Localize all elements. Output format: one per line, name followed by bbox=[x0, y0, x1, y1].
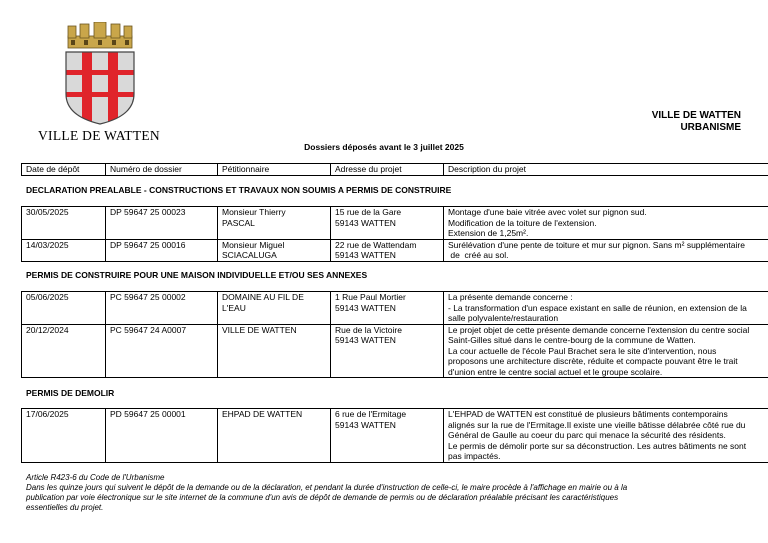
line: de créé au sol. bbox=[448, 250, 509, 260]
line: PASCAL bbox=[222, 217, 255, 228]
table-row bbox=[22, 409, 768, 463]
line: Le projet objet de cette présente demande concerne l'extension du centre social bbox=[448, 324, 750, 335]
column-header-row bbox=[22, 164, 768, 176]
line: Monsieur Miguel bbox=[222, 239, 285, 250]
table-row bbox=[22, 239, 768, 261]
cell-address bbox=[331, 207, 444, 240]
line: Rue de la Victoire bbox=[335, 324, 402, 335]
coat-of-arms-icon bbox=[60, 22, 140, 126]
column-header-table bbox=[21, 163, 768, 176]
right-header-department: URBANISME bbox=[680, 122, 741, 133]
line: L'EHPAD de WATTEN est constitué de plusieurs bâtiments contemporains bbox=[448, 409, 728, 419]
section-table bbox=[21, 408, 768, 463]
cell-description bbox=[444, 292, 768, 325]
line: 15 rue de la Gare bbox=[335, 207, 402, 217]
line: Saint-Gilles situé dans le centre-bourg de la commune de Watten. bbox=[448, 335, 696, 345]
footer-text-line: essentielles du projet. bbox=[26, 503, 104, 512]
cell-address bbox=[331, 409, 444, 463]
col-header-description: Description du projet bbox=[444, 164, 768, 176]
cell-date: 20/12/2024 bbox=[22, 324, 106, 378]
section-title: PERMIS DE DEMOLIR bbox=[26, 388, 115, 398]
line: La présente demande concerne : bbox=[448, 292, 573, 302]
cell-address bbox=[331, 239, 444, 261]
cell-date: 14/03/2025 bbox=[22, 239, 106, 261]
line: 1 Rue Paul Mortier bbox=[335, 292, 406, 302]
cell-petitioner bbox=[218, 324, 331, 378]
line: 6 rue de l'Ermitage bbox=[335, 409, 407, 419]
line: DOMAINE AU FIL DE bbox=[222, 292, 304, 302]
line: Le permis de démolir porte sur sa déconstruction. Les autres bâtiments ne sont bbox=[448, 440, 747, 451]
col-header-petitioner: Pétitionnaire bbox=[218, 164, 331, 176]
footer-text-line: Dans les quinze jours qui suivent le dépôt de la demande ou de la déclaration, et pendant la durée d'instruction de celle-ci, le maire procède à l'affichage en mairie ou à la bbox=[26, 483, 628, 492]
line: alignés sur la rue de l'Ermitage.Il existe une vieille bâtisse délabrée côté rue du bbox=[448, 419, 746, 430]
line: 59143 WATTEN bbox=[335, 217, 396, 228]
cell-address bbox=[331, 292, 444, 325]
cell-petitioner bbox=[218, 409, 331, 463]
line: VILLE DE WATTEN bbox=[222, 324, 297, 335]
line: 59143 WATTEN bbox=[335, 335, 396, 345]
line: proposons une architecture discrète, réduite et compacte pouvant être le trait bbox=[448, 356, 738, 366]
line: Modification de la toiture de l'extension. bbox=[448, 217, 597, 228]
cell-description bbox=[444, 324, 768, 378]
col-header-number: Numéro de dossier bbox=[106, 164, 218, 176]
cell-number: PC 59647 24 A0007 bbox=[106, 324, 218, 378]
cell-address bbox=[331, 324, 444, 378]
line: 22 rue de Wattendam bbox=[335, 239, 417, 250]
table-row bbox=[22, 324, 768, 378]
footer-article: Article R423-6 du Code de l'Urbanisme bbox=[26, 473, 165, 482]
line: SCIACALUGA bbox=[222, 250, 277, 260]
cell-date: 05/06/2025 bbox=[22, 292, 106, 325]
line: 59143 WATTEN bbox=[335, 302, 396, 313]
cell-number: DP 59647 25 00016 bbox=[106, 239, 218, 261]
line: Général de Gaulle au coeur du parc qui menace la sécurité des résidents. bbox=[448, 430, 726, 440]
section-table bbox=[21, 206, 768, 262]
line: salle polyvalente/restauration bbox=[448, 313, 559, 323]
line: 59143 WATTEN bbox=[335, 419, 396, 430]
line: Extension de 1,25m². bbox=[448, 228, 529, 238]
cell-date: 17/06/2025 bbox=[22, 409, 106, 463]
cell-description bbox=[444, 239, 768, 261]
city-name: VILLE DE WATTEN bbox=[38, 128, 160, 143]
footer-text-line: publication par voie électronique sur le site internet de la commune d'un avis de dépôt de demande de permis ou de déclaration préalable précisant les caractéristiques bbox=[26, 493, 619, 502]
col-header-date: Date de dépôt bbox=[22, 164, 106, 176]
line: d'union entre le centre social actuel et le groupe scolaire. bbox=[448, 366, 663, 377]
cell-number: PD 59647 25 00001 bbox=[106, 409, 218, 463]
line: La cour actuelle de l'école Paul Brachet sera le site d'intervention, nous bbox=[448, 345, 717, 356]
line: pas impactés. bbox=[448, 451, 501, 461]
table-row bbox=[22, 292, 768, 325]
cell-petitioner bbox=[218, 292, 331, 325]
cell-petitioner bbox=[218, 207, 331, 240]
line: Montage d'une baie vitrée avec volet sur pignon sud. bbox=[448, 207, 647, 217]
cell-date: 30/05/2025 bbox=[22, 207, 106, 240]
cell-number: DP 59647 25 00023 bbox=[106, 207, 218, 240]
section-table bbox=[21, 291, 768, 378]
cell-description bbox=[444, 409, 768, 463]
line: EHPAD DE WATTEN bbox=[222, 409, 303, 419]
right-header-city: VILLE DE WATTEN bbox=[651, 110, 741, 121]
line: Surélévation d'une pente de toiture et mur sur pignon. Sans m² supplémentaire bbox=[448, 239, 745, 250]
legal-footer bbox=[26, 473, 736, 513]
line: L'EAU bbox=[222, 302, 246, 313]
cell-petitioner bbox=[218, 239, 331, 261]
cell-number: PC 59647 25 00002 bbox=[106, 292, 218, 325]
table-row bbox=[22, 207, 768, 240]
line: 59143 WATTEN bbox=[335, 250, 396, 260]
section-title: PERMIS DE CONSTRUIRE POUR UNE MAISON INDIVIDUELLE ET/OU SES ANNEXES bbox=[26, 270, 368, 280]
col-header-address: Adresse du projet bbox=[331, 164, 444, 176]
line: - La transformation d'un espace existant en salle de réunion, en extension de la bbox=[448, 302, 747, 313]
line: Monsieur Thierry bbox=[222, 207, 286, 217]
right-header bbox=[652, 110, 741, 134]
section-title: DECLARATION PREALABLE - CONSTRUCTIONS ET TRAVAUX NON SOUMIS A PERMIS DE CONSTRUIRE bbox=[26, 185, 452, 195]
cell-description bbox=[444, 207, 768, 240]
page-title: Dossiers déposés avant le 3 juillet 2025 bbox=[304, 142, 464, 152]
